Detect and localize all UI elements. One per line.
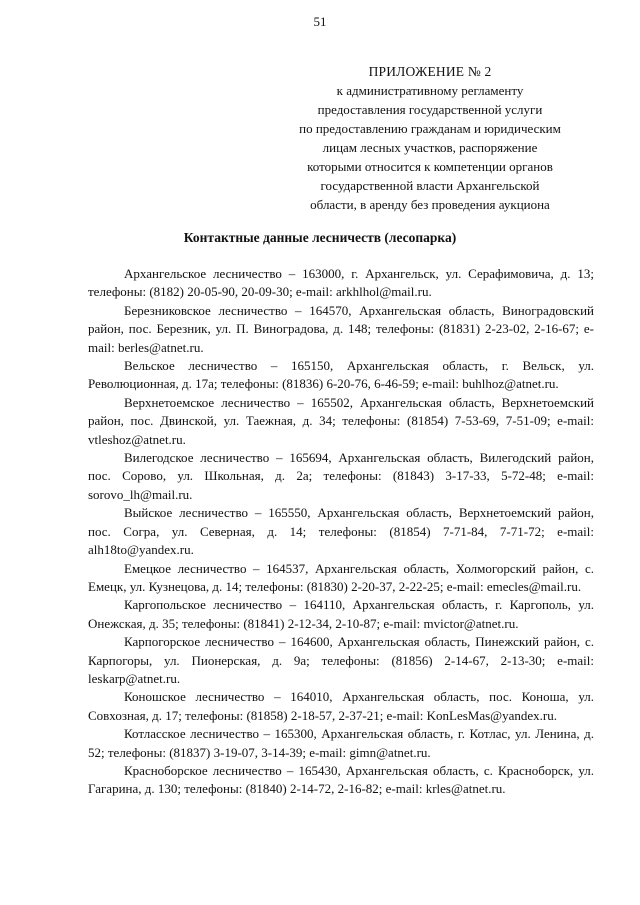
forestry-entry: Красноборское лесничество – 165430, Архангельская область, с. Красноборск, ул. Гагарина, д. 130; телефоны: (81840) 2-14-72, 2-16-82; e-mail: krles@atnet.ru. xyxy=(88,762,594,797)
appendix-heading: ПРИЛОЖЕНИЕ № 2 xyxy=(368,64,492,79)
document-title: Контактные данные лесничеств (лесопарка) xyxy=(183,230,457,245)
forestry-entry: Коношское лесничество – 164010, Архангельская область, пос. Коноша, ул. Совхозная, д. 17; телефоны: (81858) 2-18-57, 2-37-21; e-mail: KonLesMas@yandex.ru. xyxy=(88,689,594,723)
appendix-line: области, в аренду без проведения аукциона xyxy=(310,197,550,212)
appendix-line: которыми относится к компетенции органов xyxy=(307,159,553,174)
forestry-entry: Емецкое лесничество – 164537, Архангельская область, Холмогорский район, с. Емецк, ул. Кузнецова, д. 14; телефоны: (81830) 2-20-37, 2-22-25; e-mail: emecles@mail.ru. xyxy=(88,560,594,594)
forestry-entry: Выйское лесничество – 165550, Архангельская область, Верхнетоемский район, пос. Согра, ул. Северная, д. 14; телефоны: (81854) 7-71-84, 7-71-72; e-mail: alh18to@yandex.ru. xyxy=(88,505,594,558)
forestry-entry: Каргопольское лесничество – 164110, Архангельская область, г. Каргополь, ул. Онежская, д. 35; телефоны: (81841) 2-12-34, 2-10-87; e-mail: mvictor@atnet.ru. xyxy=(88,597,594,631)
appendix-line: предоставления государственной услуги xyxy=(317,102,543,117)
forestry-entry: Архангельское лесничество – 163000, г. Архангельск, ул. Серафимовича, д. 13; телефоны: (8182) 20-05-90, 20-09-30; e-mail: arkhlhol@mail.ru. xyxy=(88,266,594,300)
page-number: 51 xyxy=(313,14,327,29)
forestry-entry: Верхнетоемское лесничество – 165502, Архангельская область, Верхнетоемский район, пос. Двинской, ул. Таежная, д. 34; телефоны: (81854) 7-53-69, 7-51-09; e-mail: vtleshoz@atnet.ru. xyxy=(88,394,594,447)
forestry-entry: Вельское лесничество – 165150, Архангельская область, г. Вельск, ул. Революционная, д. 17а; телефоны: (81836) 6-20-76, 6-46-59; e-mail: buhlhoz@atnet.ru. xyxy=(88,358,594,392)
appendix-line: к административному регламенту xyxy=(336,83,524,98)
appendix-line: государственной власти Архангельской xyxy=(320,178,540,193)
forestry-entry: Котласское лесничество – 165300, Архангельская область, г. Котлас, ул. Ленина, д. 52; телефоны: (81837) 3-19-07, 3-14-39; e-mail: gimn@atnet.ru. xyxy=(88,726,594,760)
forestry-entry: Березниковское лесничество – 164570, Архангельская область, Виноградовский район, пос. Березник, ул. П. Виноградова, д. 148; телефоны: (81831) 2-23-02, 2-16-67; e-mail: berles@atnet.ru. xyxy=(88,302,594,355)
forestry-entry: Вилегодское лесничество – 165694, Архангельская область, Вилегодский район, пос. Сорово, ул. Школьная, д. 2а; телефоны: (81843) 3-17-33, 5-72-48; e-mail: sorovo_lh@mail.ru. xyxy=(88,450,594,502)
appendix-block xyxy=(280,62,580,214)
forestry-entry: Карпогорское лесничество – 164600, Архангельская область, Пинежский район, с. Карпогоры, ул. Пионерская, д. 9а; телефоны: (81856) 2-14-67, 2-13-30; e-mail: leskarp@atnet.ru. xyxy=(88,634,594,686)
forestry-contact-list xyxy=(88,265,594,799)
appendix-line: по предоставлению гражданам и юридическим xyxy=(299,121,561,136)
appendix-line: лицам лесных участков, распоряжение xyxy=(322,140,538,155)
